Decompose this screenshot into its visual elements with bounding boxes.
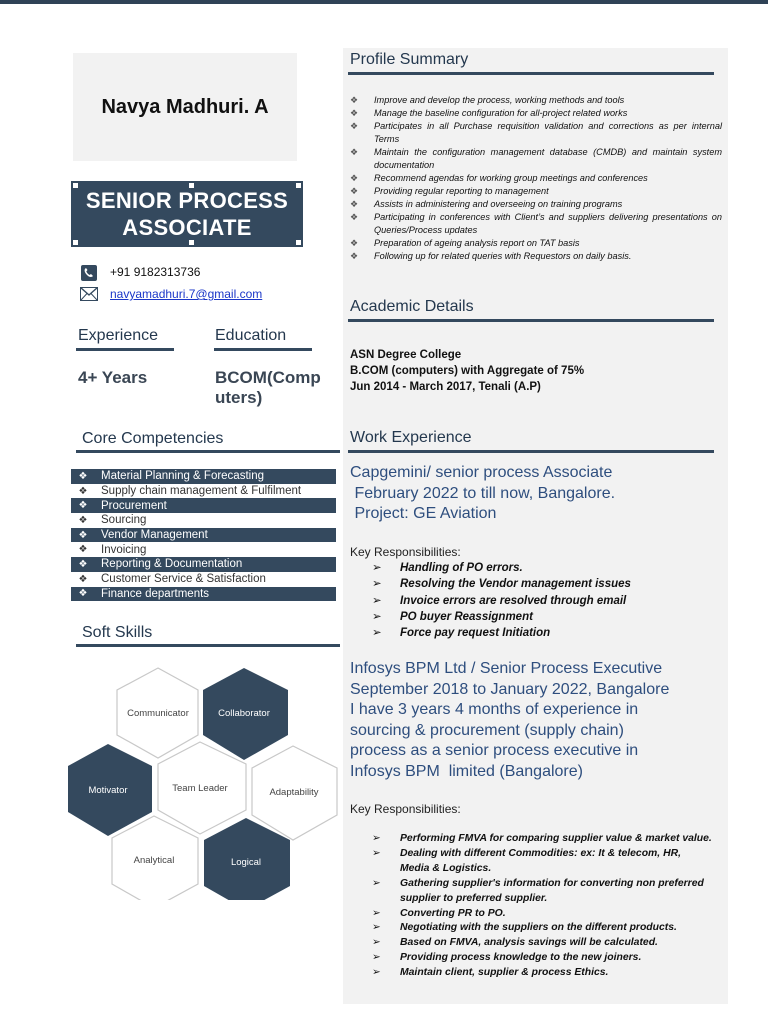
job2-title: Infosys BPM Ltd / Senior Process Executive xyxy=(350,660,663,677)
education-value-line2: uters) xyxy=(215,388,263,407)
job-title-line1: SENIOR PROCESS xyxy=(85,188,289,213)
core-competencies-list xyxy=(71,469,336,601)
hex-label-adaptability: Adaptability xyxy=(269,787,319,798)
profile-summary-list xyxy=(350,94,722,263)
job2-header xyxy=(350,659,669,782)
soft-skills-heading: Soft Skills xyxy=(82,624,153,641)
experience-value: 4+ Years xyxy=(78,368,148,387)
hex-adaptability xyxy=(252,746,337,840)
core-competencies-underline xyxy=(76,450,340,453)
name-box xyxy=(73,53,297,161)
list-item: ➢ PO buyer Reassignment xyxy=(372,609,631,625)
list-item: ➢ Converting PR to PO. xyxy=(372,907,712,922)
list-item: ➢ Handling of PO errors. xyxy=(372,560,631,576)
list-item: ❖ Customer Service & Satisfaction xyxy=(71,572,336,587)
job2-summary-line4: Infosys BPM limited (Bangalore) xyxy=(350,762,583,780)
top-accent-bar xyxy=(0,0,768,4)
candidate-name: Navya Madhuri. A xyxy=(101,95,269,118)
list-item: ➢ Invoice errors are resolved through email xyxy=(372,593,631,609)
hex-label-logical: Logical xyxy=(230,857,262,868)
list-item: ❖ Participating in conferences with Client’s and suppliers delivering presentations on Queries/Process updates xyxy=(350,211,722,237)
list-item: ❖ Providing regular reporting to management xyxy=(350,185,722,198)
list-item: ➢ Providing process knowledge to the new joiners. xyxy=(372,951,712,966)
hex-label-team-leader: Team Leader xyxy=(172,783,228,794)
list-item: ❖ Invoicing xyxy=(71,542,336,557)
list-item: ❖ Assists in administering and overseeing on training programs xyxy=(350,198,722,211)
list-item: ❖ Procurement xyxy=(71,498,336,513)
job1-title: Capgemini/ senior process Associate xyxy=(350,464,613,481)
diamond-bullet-icon: ❖ xyxy=(78,485,88,497)
job1-header xyxy=(350,463,615,525)
work-experience-underline xyxy=(348,450,714,453)
list-item: ➢ Force pay request Initiation xyxy=(372,625,631,641)
job1-project: Project: GE Aviation xyxy=(350,505,497,522)
list-item: ❖ Manage the baseline configuration for all-project related works xyxy=(350,107,722,120)
email-link[interactable]: navyamadhuri.7@gmail.com xyxy=(110,287,263,301)
job2-summary-line1: I have 3 years 4 months of experience in xyxy=(350,701,639,718)
work-experience-heading: Work Experience xyxy=(350,429,472,446)
list-item: ➢ Based on FMVA, analysis savings will be calculated. xyxy=(372,936,712,951)
academic-details-heading: Academic Details xyxy=(350,298,474,315)
list-item: ❖ Reporting & Documentation xyxy=(71,557,336,572)
degree: B.COM (computers) with Aggregate of 75% xyxy=(350,365,585,377)
hex-communicator xyxy=(117,668,198,758)
job2-key-resp-label: Key Responsibilities: xyxy=(350,802,461,816)
job2-summary-line3: process as a senior process executive in xyxy=(350,742,639,759)
list-item: ➢ Maintain client, supplier & process Ethics. xyxy=(372,966,712,981)
study-period: Jun 2014 - March 2017, Tenali (A.P) xyxy=(350,381,541,393)
education-underline xyxy=(214,348,312,351)
phone-icon xyxy=(80,265,98,279)
list-item: ❖ Finance departments xyxy=(71,587,336,602)
list-item: ❖ Preparation of ageing analysis report on TAT basis xyxy=(350,237,722,250)
list-item: ➢ Negotiating with the suppliers on the different products. xyxy=(372,921,712,936)
list-item: ➢ Performing FMVA for comparing supplier value & market value. xyxy=(372,832,712,847)
list-item: ❖ Recommend agendas for working group meetings and conferences xyxy=(350,172,722,185)
hex-team-leader xyxy=(158,742,246,834)
experience-heading: Experience xyxy=(78,327,159,344)
list-item: ❖ Maintain the configuration management database (CMDB) and maintain system documentation xyxy=(350,146,722,172)
envelope-icon xyxy=(80,287,98,301)
hex-label-analytical: Analytical xyxy=(133,855,175,866)
education-value-line1: BCOM(Comp xyxy=(215,368,321,387)
job2-summary-line2: sourcing & procurement (supply chain) xyxy=(350,721,624,739)
list-item: ➢ Resolving the Vendor management issues xyxy=(372,576,631,592)
college-name: ASN Degree College xyxy=(350,349,462,361)
job2-period: September 2018 to January 2022, Bangalore xyxy=(350,680,670,698)
job1-key-resp-label: Key Responsibilities: xyxy=(350,545,461,559)
profile-summary-underline xyxy=(348,72,714,75)
list-item: ➢ Gathering supplier's information for converting non preferred supplier to preferred supplier. xyxy=(372,877,712,907)
list-item: ➢ Dealing with different Commodities: ex: It & telecom, HR, Media & Logistics. xyxy=(372,847,712,877)
academic-details xyxy=(350,347,584,395)
phone-number: +91 9182313736 xyxy=(110,265,201,279)
diamond-bullet-icon: ❖ xyxy=(78,558,88,570)
diamond-bullet-icon: ❖ xyxy=(78,573,88,585)
hex-label-collaborator: Collaborator xyxy=(218,708,270,719)
phone-row xyxy=(80,265,200,279)
core-competencies-heading: Core Competencies xyxy=(82,430,224,447)
job2-responsibilities xyxy=(372,832,712,981)
list-item: ❖ Sourcing xyxy=(71,513,336,528)
diamond-bullet-icon: ❖ xyxy=(78,500,88,512)
hex-analytical xyxy=(112,816,198,900)
education-heading: Education xyxy=(215,327,287,344)
diamond-bullet-icon: ❖ xyxy=(78,529,88,541)
education-value xyxy=(215,368,321,408)
diamond-bullet-icon: ❖ xyxy=(78,544,88,556)
list-item: ❖ Following up for related queries with Requestors on daily basis. xyxy=(350,250,722,263)
hex-label-motivator: Motivator xyxy=(88,785,128,796)
soft-skills-underline xyxy=(76,644,340,647)
list-item: ❖ Participates in all Purchase requisition validation and corrections as per internal Terms xyxy=(350,120,722,146)
email-row xyxy=(80,287,262,301)
experience-underline xyxy=(76,348,174,351)
hex-collaborator xyxy=(203,668,288,760)
job1-responsibilities xyxy=(372,560,631,641)
list-item: ❖ Material Planning & Forecasting xyxy=(71,469,336,484)
list-item: ❖ Supply chain management & Fulfilment xyxy=(71,484,336,499)
profile-summary-heading: Profile Summary xyxy=(350,51,469,68)
soft-skills-hexagons xyxy=(60,660,350,900)
diamond-bullet-icon: ❖ xyxy=(78,470,88,482)
hex-label-communicator: Communicator xyxy=(127,708,189,719)
job1-period: February 2022 to till now, Bangalore. xyxy=(350,484,616,502)
diamond-bullet-icon: ❖ xyxy=(78,588,88,600)
list-item: ❖ Improve and develop the process, working methods and tools xyxy=(350,94,722,107)
list-item: ❖ Vendor Management xyxy=(71,528,336,543)
diamond-bullet-icon: ❖ xyxy=(78,514,88,526)
academic-details-underline xyxy=(348,319,714,322)
hex-motivator xyxy=(68,744,152,836)
job-title-box xyxy=(71,181,303,247)
job-title-line2: ASSOCIATE xyxy=(122,215,252,240)
